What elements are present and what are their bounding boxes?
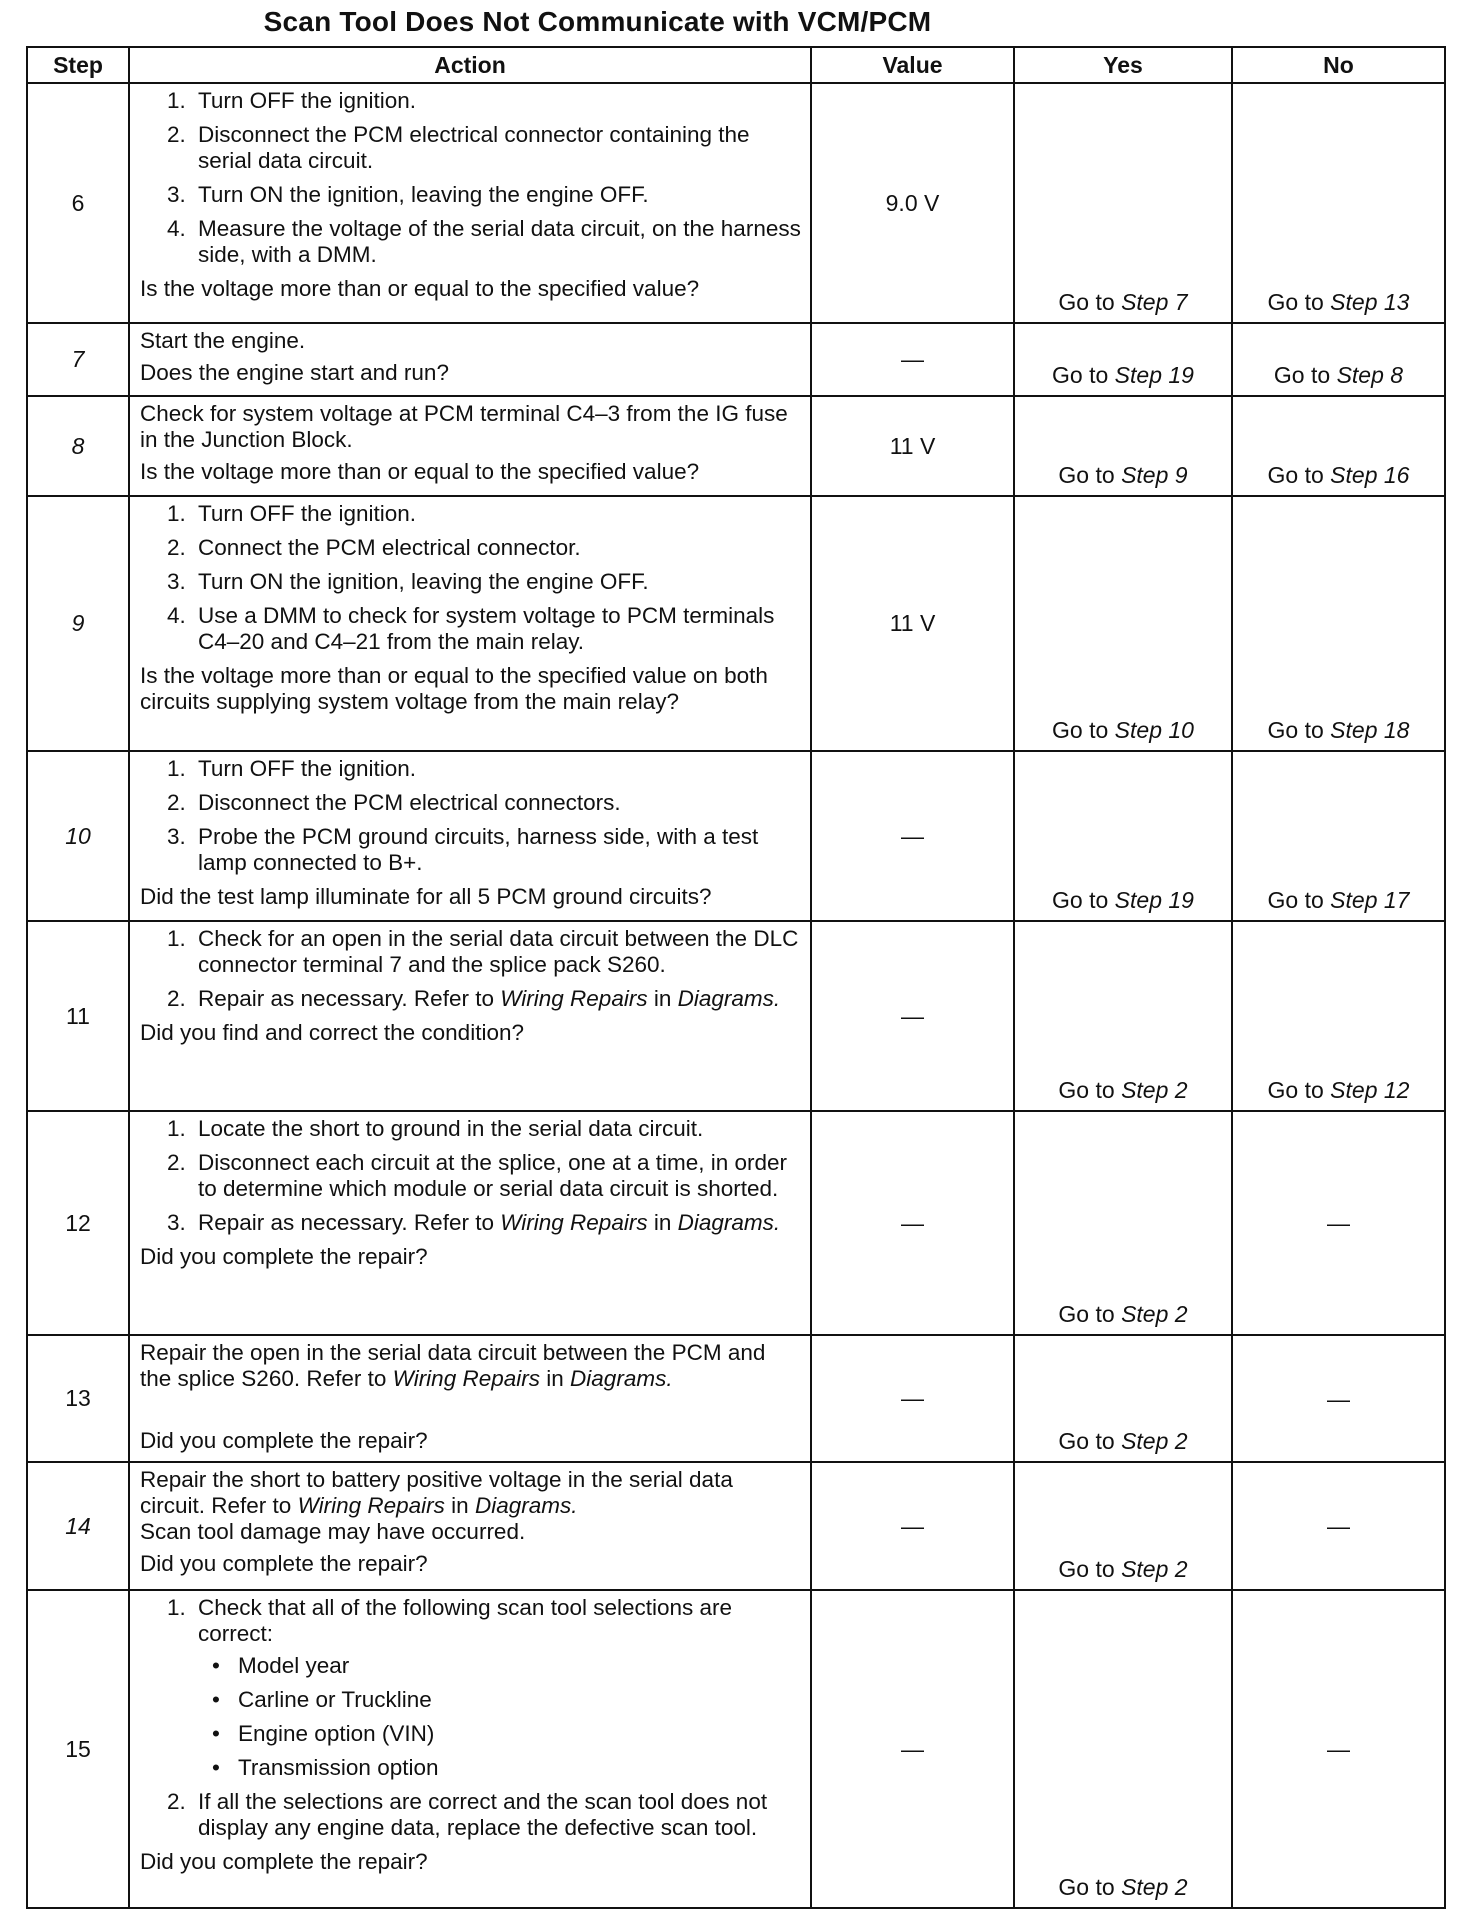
value-cell: — — [811, 1111, 1014, 1335]
yes-cell — [1014, 921, 1232, 1111]
step-word: Step — [1330, 289, 1378, 315]
action-text: Check for system voltage at PCM terminal C4–3 from the IG fuse in the Junction Block. — [140, 401, 788, 452]
action-item: 4. Measure the voltage of the serial data circuit, on the harness side, with a DMM. — [192, 216, 802, 268]
step-number: 12 — [27, 1111, 129, 1335]
step-word: Step — [1114, 362, 1162, 388]
reference-wiring-repairs: Wiring Repairs — [500, 1210, 648, 1235]
step-number: 8 — [27, 396, 129, 496]
action-item: 3. Repair as necessary. Refer to Wiring Repairs in Diagrams. — [192, 1210, 802, 1236]
action-item: 1. Turn OFF the ignition. — [192, 501, 802, 527]
no-target-step: 16 — [1383, 462, 1410, 488]
table-row — [27, 496, 1445, 751]
goto-text: Go to — [1058, 1874, 1115, 1900]
table-row — [27, 323, 1445, 396]
step-word: Step — [1121, 1556, 1169, 1582]
step-word: Step — [1121, 1301, 1169, 1327]
step-number: 11 — [27, 921, 129, 1111]
yes-target-step: 2 — [1174, 1556, 1188, 1582]
yes-cell — [1014, 496, 1232, 751]
action-item: 2. Disconnect the PCM electrical connector containing the serial data circuit. — [192, 122, 802, 174]
value-cell: 11 V — [811, 396, 1014, 496]
yes-target-step: 19 — [1168, 887, 1194, 913]
action-item: 1. Turn OFF the ignition. — [192, 756, 802, 782]
action-cell — [129, 751, 811, 921]
reference-wiring-repairs: Wiring Repairs — [500, 986, 648, 1011]
action-question: Is the voltage more than or equal to the specified value? — [140, 276, 700, 301]
action-item: 2. Disconnect each circuit at the splice, one at a time, in order to determine which module or serial data circuit is shorted. — [192, 1150, 802, 1202]
action-question: Is the voltage more than or equal to the specified value? — [140, 459, 700, 484]
table-row — [27, 1111, 1445, 1335]
value-cell: — — [811, 1335, 1014, 1462]
yes-cell — [1014, 751, 1232, 921]
goto-text: Go to — [1267, 1077, 1324, 1103]
step-number: 10 — [27, 751, 129, 921]
header-row — [27, 47, 1445, 83]
yes-target-step: 2 — [1174, 1874, 1188, 1900]
action-cell — [129, 921, 811, 1111]
step-number: 9 — [27, 496, 129, 751]
no-cell: — — [1232, 1335, 1445, 1462]
goto-text: Go to — [1058, 462, 1115, 488]
table-row — [27, 751, 1445, 921]
step-word: Step — [1330, 1077, 1378, 1103]
value-cell: — — [811, 921, 1014, 1111]
step-word: Step — [1121, 1428, 1169, 1454]
value-cell: — — [811, 323, 1014, 396]
goto-text: Go to — [1267, 887, 1324, 913]
step-word: Step — [1330, 717, 1378, 743]
step-word: Step — [1121, 289, 1169, 315]
step-word: Step — [1114, 887, 1162, 913]
action-cell — [129, 1335, 811, 1462]
reference-diagrams: Diagrams. — [677, 1210, 781, 1235]
no-cell — [1232, 751, 1445, 921]
step-word: Step — [1114, 717, 1162, 743]
reference-wiring-repairs: Wiring Repairs — [297, 1493, 445, 1518]
step-number: 13 — [27, 1335, 129, 1462]
goto-text: Go to — [1267, 289, 1324, 315]
action-item: 2. Connect the PCM electrical connector. — [192, 535, 802, 561]
table-row — [27, 921, 1445, 1111]
value-cell: 9.0 V — [811, 83, 1014, 323]
action-item: 1. Check for an open in the serial data circuit between the DLC connector terminal 7 and the splice pack S260. — [192, 926, 802, 978]
header-no: No — [1232, 47, 1445, 83]
table-row — [27, 83, 1445, 323]
yes-cell — [1014, 1462, 1232, 1590]
header-action: Action — [129, 47, 811, 83]
yes-cell — [1014, 83, 1232, 323]
goto-text: Go to — [1052, 887, 1109, 913]
action-item: 3. Probe the PCM ground circuits, harness side, with a test lamp connected to B+. — [192, 824, 802, 876]
page-title: Scan Tool Does Not Communicate with VCM/PCM — [263, 6, 932, 37]
step-number: 15 — [27, 1590, 129, 1908]
no-cell: — — [1232, 1462, 1445, 1590]
action-item: 1. Check that all of the following scan tool selections are correct: • Model year • Carline or Truckline • Engine option (VIN) • Transmission option — [192, 1595, 802, 1781]
diagnostic-table — [26, 46, 1446, 1909]
reference-diagrams: Diagrams. — [474, 1493, 578, 1518]
action-question: Did you complete the repair? — [140, 1244, 428, 1269]
no-target-step: 13 — [1383, 289, 1410, 315]
yes-cell — [1014, 396, 1232, 496]
reference-diagrams: Diagrams. — [677, 986, 781, 1011]
action-text: Start the engine. — [140, 328, 306, 353]
no-cell: — — [1232, 1590, 1445, 1908]
step-word: Step — [1336, 362, 1384, 388]
table-row — [27, 396, 1445, 496]
goto-text: Go to — [1267, 462, 1324, 488]
action-cell — [129, 1462, 811, 1590]
goto-text: Go to — [1267, 717, 1324, 743]
no-cell — [1232, 921, 1445, 1111]
value-cell: — — [811, 1462, 1014, 1590]
action-question: Did the test lamp illuminate for all 5 PCM ground circuits? — [140, 884, 712, 909]
goto-text: Go to — [1058, 289, 1115, 315]
action-item: 3. Turn ON the ignition, leaving the engine OFF. — [192, 569, 802, 595]
action-item: 1. Turn OFF the ignition. — [192, 88, 802, 114]
action-question: Does the engine start and run? — [140, 360, 449, 385]
step-number: 6 — [27, 83, 129, 323]
yes-target-step: 19 — [1168, 362, 1194, 388]
action-item: 2. Disconnect the PCM electrical connectors. — [192, 790, 802, 816]
goto-text: Go to — [1273, 362, 1331, 388]
no-target-step: 17 — [1383, 887, 1410, 913]
selection-list — [198, 1653, 802, 1781]
reference-diagrams: Diagrams. — [570, 1366, 673, 1391]
action-question: Did you find and correct the condition? — [140, 1020, 524, 1045]
action-item: 3. Turn ON the ignition, leaving the engine OFF. — [192, 182, 802, 208]
step-word: Step — [1121, 462, 1169, 488]
value-cell: — — [811, 751, 1014, 921]
header-value: Value — [811, 47, 1014, 83]
goto-text: Go to — [1052, 717, 1109, 743]
step-word: Step — [1330, 887, 1378, 913]
action-item: 2. Repair as necessary. Refer to Wiring Repairs in Diagrams. — [192, 986, 802, 1012]
action-question: Did you complete the repair? — [140, 1849, 428, 1874]
action-item: 4. Use a DMM to check for system voltage to PCM terminals C4–20 and C4–21 from the main relay. — [192, 603, 802, 655]
no-target-step: 12 — [1383, 1077, 1410, 1103]
goto-text: Go to — [1058, 1077, 1115, 1103]
action-text: Repair the short to battery positive voltage in the serial data circuit. Refer to Wiring Repairs in Diagrams. Scan tool damage may have occurred. — [140, 1467, 733, 1544]
list-item: • Transmission option — [232, 1755, 802, 1781]
step-number: 7 — [27, 323, 129, 396]
header-step: Step — [27, 47, 129, 83]
yes-target-step: 10 — [1168, 717, 1194, 743]
reference-wiring-repairs: Wiring Repairs — [392, 1366, 540, 1391]
value-cell: 11 V — [811, 496, 1014, 751]
yes-target-step: 2 — [1174, 1077, 1188, 1103]
value-cell: — — [811, 1590, 1014, 1908]
header-yes: Yes — [1014, 47, 1232, 83]
no-cell — [1232, 496, 1445, 751]
no-target-step: 8 — [1390, 362, 1404, 388]
action-cell — [129, 1111, 811, 1335]
action-question: Did you complete the repair? — [140, 1428, 428, 1453]
no-cell: — — [1232, 1111, 1445, 1335]
action-item: 1. Locate the short to ground in the serial data circuit. — [192, 1116, 802, 1142]
yes-target-step: 9 — [1174, 462, 1188, 488]
action-cell — [129, 323, 811, 396]
table-row — [27, 1462, 1445, 1590]
goto-text: Go to — [1058, 1428, 1115, 1454]
list-item: • Engine option (VIN) — [232, 1721, 802, 1747]
goto-text: Go to — [1052, 362, 1109, 388]
no-cell — [1232, 323, 1445, 396]
goto-text: Go to — [1058, 1556, 1115, 1582]
action-cell — [129, 1590, 811, 1908]
table-row — [27, 1335, 1445, 1462]
list-item: • Model year — [232, 1653, 802, 1679]
yes-target-step: 7 — [1174, 289, 1188, 315]
step-number: 14 — [27, 1462, 129, 1590]
yes-target-step: 2 — [1174, 1428, 1188, 1454]
no-cell — [1232, 396, 1445, 496]
action-question: Did you complete the repair? — [140, 1551, 428, 1576]
yes-target-step: 2 — [1174, 1301, 1188, 1327]
no-cell — [1232, 83, 1445, 323]
yes-cell — [1014, 1335, 1232, 1462]
yes-cell — [1014, 1111, 1232, 1335]
step-word: Step — [1121, 1874, 1169, 1900]
action-cell — [129, 83, 811, 323]
goto-text: Go to — [1058, 1301, 1115, 1327]
list-item: • Carline or Truckline — [232, 1687, 802, 1713]
yes-cell — [1014, 1590, 1232, 1908]
action-text: Repair the open in the serial data circuit between the PCM and the splice S260. Refer to Wiring Repairs in Diagrams. — [140, 1340, 766, 1391]
table-row — [27, 1590, 1445, 1908]
step-word: Step — [1121, 1077, 1169, 1103]
action-cell — [129, 396, 811, 496]
action-note: Scan tool damage may have occurred. — [140, 1519, 526, 1544]
step-word: Step — [1330, 462, 1378, 488]
action-cell — [129, 496, 811, 751]
yes-cell — [1014, 323, 1232, 396]
action-question: Is the voltage more than or equal to the specified value on both circuits supplying system voltage from the main relay? — [140, 663, 768, 714]
no-target-step: 18 — [1383, 717, 1410, 743]
action-item: 2. If all the selections are correct and the scan tool does not display any engine data, replace the defective scan tool. — [192, 1789, 802, 1841]
